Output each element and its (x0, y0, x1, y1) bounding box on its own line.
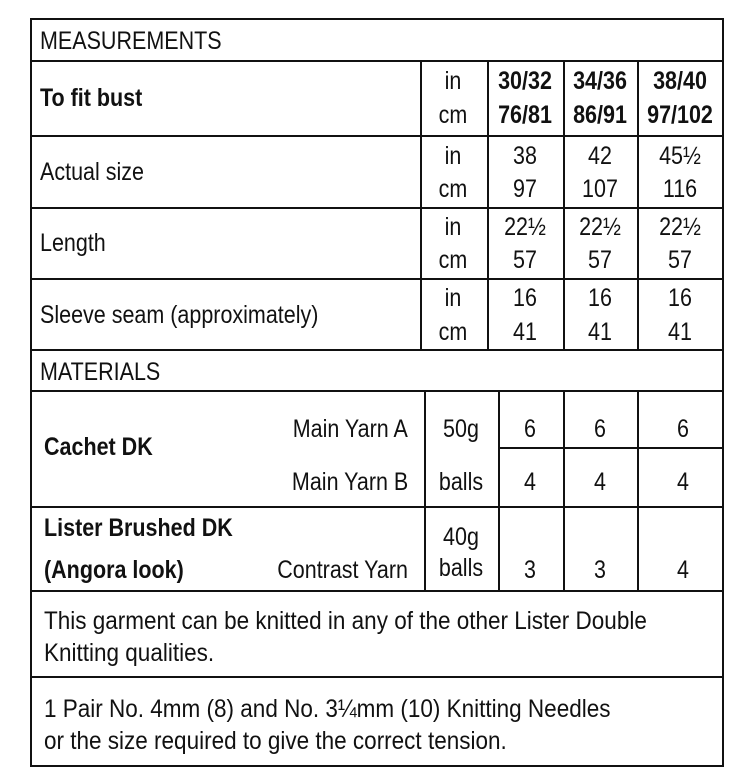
qualities-note-line1: This garment can be knitted in any of the other Lister Double (44, 607, 647, 635)
rule (32, 676, 722, 678)
rule (637, 60, 639, 349)
value-cell: 41 (668, 318, 692, 346)
rule (563, 390, 565, 590)
contrast-yarn-label: Contrast Yarn (277, 556, 408, 584)
yarn-name-cachet: Cachet DK (44, 433, 153, 461)
rule (32, 135, 722, 137)
value-cell: 45½ (659, 142, 701, 170)
value-cell: 22½ (504, 213, 546, 241)
ball-weight: 40g (443, 523, 479, 551)
rule (637, 390, 639, 590)
pattern-table (30, 18, 724, 767)
value-cell: 16 (588, 284, 612, 312)
quantity-cell: 6 (594, 415, 606, 443)
row-label-bust: To fit bust (40, 84, 143, 112)
size-header: 34/36 (573, 67, 627, 95)
value-cell: 116 (662, 175, 698, 203)
unit-cm: cm (438, 318, 468, 346)
ball-weight: 50g (443, 415, 479, 443)
qualities-note-line2: Knitting qualities. (44, 639, 215, 667)
rule (32, 207, 722, 209)
materials-heading: MATERIALS (40, 358, 161, 386)
value-cell: 22½ (579, 213, 621, 241)
rule (563, 60, 565, 349)
quantity-cell: 4 (677, 556, 689, 584)
unit-cm: cm (438, 246, 468, 274)
rule (498, 447, 722, 449)
size-header: 38/40 (653, 67, 707, 95)
value-cell: 57 (513, 246, 537, 274)
value-cell: 57 (668, 246, 692, 274)
row-label-sleeve-seam: Sleeve seam (approximately) (40, 301, 319, 329)
value-cell: 97 (513, 175, 537, 203)
unit-in: in (444, 284, 462, 312)
yarn-a-label: Main Yarn A (292, 415, 408, 443)
yarn-name-lister: Lister Brushed DK (44, 514, 233, 542)
row-label-length: Length (40, 229, 106, 257)
value-cell: 22½ (659, 213, 701, 241)
quantity-cell: 3 (524, 556, 536, 584)
unit-in: in (444, 67, 462, 95)
rule (32, 506, 722, 508)
value-cell: 41 (513, 318, 537, 346)
value-cell: 16 (513, 284, 537, 312)
rule (32, 60, 722, 62)
rule (420, 60, 422, 349)
quantity-cell: 4 (524, 468, 536, 496)
needles-note-line2: or the size required to give the correct tension. (44, 727, 507, 755)
rule (487, 60, 489, 349)
ball-unit: balls (438, 468, 484, 496)
unit-in: in (444, 213, 462, 241)
quantity-cell: 6 (524, 415, 536, 443)
quantity-cell: 4 (677, 468, 689, 496)
size-header: 86/91 (573, 101, 627, 129)
unit-cm: cm (438, 101, 468, 129)
ball-unit: balls (438, 554, 484, 582)
rule (32, 349, 722, 351)
quantity-cell: 6 (677, 415, 689, 443)
rule (32, 278, 722, 280)
unit-in: in (444, 142, 462, 170)
size-header: 76/81 (498, 101, 552, 129)
value-cell: 16 (668, 284, 692, 312)
measurements-heading: MEASUREMENTS (40, 27, 222, 55)
yarn-b-label: Main Yarn B (291, 468, 408, 496)
rule (424, 390, 426, 590)
size-header: 30/32 (498, 67, 552, 95)
row-label-actual-size: Actual size (40, 158, 144, 186)
rule (32, 390, 722, 392)
size-header: 97/102 (647, 101, 713, 129)
value-cell: 107 (582, 175, 618, 203)
value-cell: 41 (588, 318, 612, 346)
value-cell: 57 (588, 246, 612, 274)
quantity-cell: 3 (594, 556, 606, 584)
rule (498, 390, 500, 590)
yarn-name-lister-sub: (Angora look) (44, 556, 184, 584)
quantity-cell: 4 (594, 468, 606, 496)
value-cell: 38 (513, 142, 537, 170)
unit-cm: cm (438, 175, 468, 203)
needles-note-line1: 1 Pair No. 4mm (8) and No. 3¼mm (10) Knitting Needles (44, 695, 611, 723)
rule (32, 590, 722, 592)
value-cell: 42 (588, 142, 612, 170)
